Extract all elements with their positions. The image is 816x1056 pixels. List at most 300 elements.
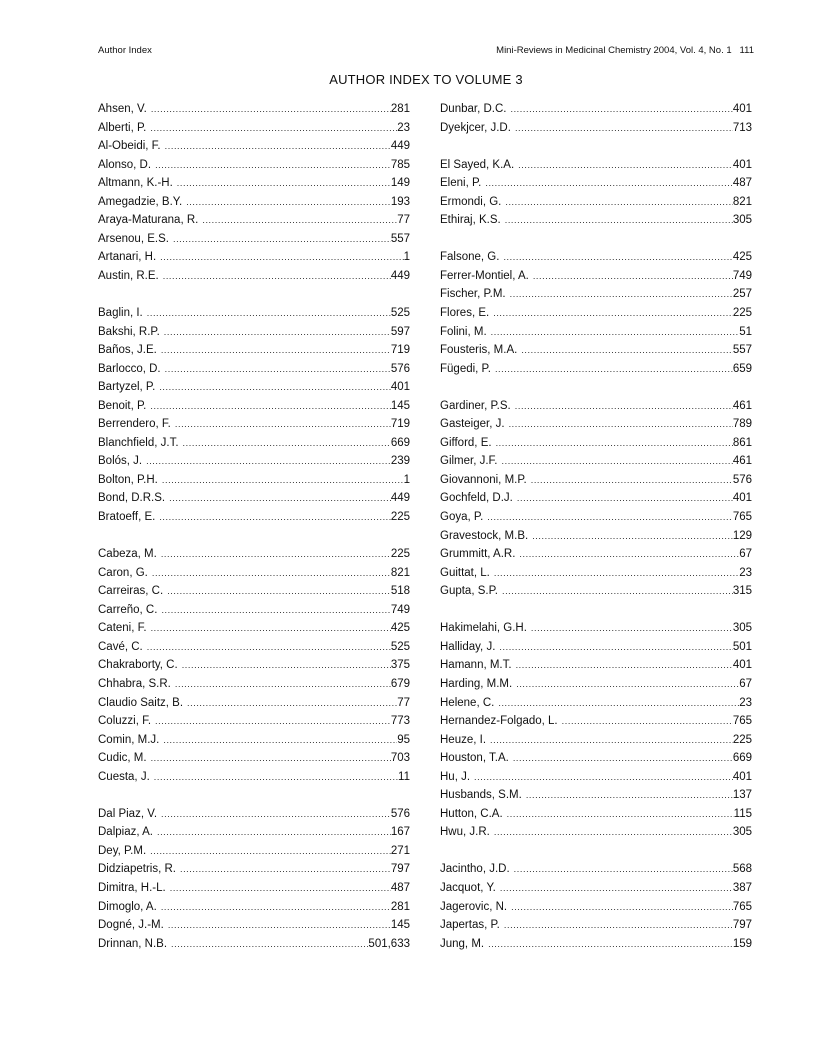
author-name: Dogné, J.-M. bbox=[98, 919, 164, 932]
index-entry bbox=[98, 694, 410, 713]
author-name: Baglin, I. bbox=[98, 307, 143, 320]
dot-leader bbox=[163, 267, 391, 286]
author-name: Carreño, C. bbox=[98, 603, 158, 616]
page-number: 225 bbox=[732, 307, 752, 320]
page-number: 461 bbox=[732, 399, 752, 412]
author-name: Claudio Saitz, B. bbox=[98, 696, 184, 709]
author-name: Gifford, E. bbox=[440, 436, 492, 449]
author-name: Hakimelahi, G.H. bbox=[440, 622, 527, 635]
author-name: Houston, T.A. bbox=[440, 752, 509, 765]
dot-leader bbox=[160, 248, 403, 267]
dot-leader bbox=[493, 304, 733, 323]
index-entry bbox=[98, 397, 410, 416]
index-entry bbox=[440, 786, 752, 805]
dot-leader bbox=[507, 805, 734, 824]
index-entry bbox=[440, 193, 752, 212]
page-number: 23 bbox=[739, 696, 752, 709]
index-entry bbox=[440, 619, 752, 638]
author-name: Flores, E. bbox=[440, 307, 490, 320]
author-name: Gilmer, J.F. bbox=[440, 455, 498, 468]
page-number: 525 bbox=[390, 640, 410, 653]
author-name: Dalpiaz, A. bbox=[98, 826, 153, 839]
dot-leader bbox=[147, 638, 391, 657]
dot-leader bbox=[490, 731, 733, 750]
author-name: Bakshi, R.P. bbox=[98, 325, 160, 338]
index-entry bbox=[98, 805, 410, 824]
page-number: 765 bbox=[732, 715, 752, 728]
index-entry bbox=[440, 415, 752, 434]
index-entry bbox=[98, 100, 410, 119]
index-entry bbox=[440, 527, 752, 546]
dot-leader bbox=[502, 582, 733, 601]
dot-leader bbox=[167, 582, 391, 601]
author-name: Husbands, S.M. bbox=[440, 789, 522, 802]
author-name: Cuesta, J. bbox=[98, 770, 150, 783]
author-name: Austin, R.E. bbox=[98, 269, 159, 282]
page-number: 77 bbox=[397, 696, 410, 709]
index-column-right bbox=[440, 100, 752, 953]
index-entry bbox=[440, 768, 752, 787]
dot-leader bbox=[150, 119, 397, 138]
index-entry bbox=[98, 248, 410, 267]
author-name: Bolós, J. bbox=[98, 455, 143, 468]
index-entry bbox=[440, 341, 752, 360]
index-entry bbox=[440, 285, 752, 304]
dot-leader bbox=[152, 564, 391, 583]
dot-leader bbox=[526, 786, 733, 805]
index-entry bbox=[440, 211, 752, 230]
page-number: 95 bbox=[397, 733, 410, 746]
group-spacer bbox=[440, 378, 752, 397]
index-entry bbox=[98, 749, 410, 768]
author-name: Bolton, P.H. bbox=[98, 473, 158, 486]
author-name: Blanchfield, J.T. bbox=[98, 436, 179, 449]
page-number: 789 bbox=[732, 418, 752, 431]
index-entry bbox=[440, 508, 752, 527]
author-name: Hu, J. bbox=[440, 770, 471, 783]
index-entry bbox=[440, 749, 752, 768]
page-number: 315 bbox=[732, 585, 752, 598]
dot-leader bbox=[155, 712, 391, 731]
author-name: Dimitra, H.-L. bbox=[98, 881, 166, 894]
dot-leader bbox=[494, 564, 739, 583]
page-number: 77 bbox=[397, 214, 410, 227]
author-name: Didziapetris, R. bbox=[98, 863, 176, 876]
author-name: Carreiras, C. bbox=[98, 585, 164, 598]
author-name: Heuze, I. bbox=[440, 733, 487, 746]
author-name: Gravestock, M.B. bbox=[440, 529, 529, 542]
index-entry bbox=[440, 656, 752, 675]
page-number: 719 bbox=[390, 344, 410, 357]
index-entry bbox=[440, 935, 752, 954]
dot-leader bbox=[159, 378, 390, 397]
dot-leader bbox=[503, 248, 732, 267]
index-entry bbox=[98, 156, 410, 175]
author-name: Cabeza, M. bbox=[98, 548, 157, 561]
dot-leader bbox=[186, 193, 391, 212]
index-entry bbox=[98, 768, 410, 787]
page-number: 159 bbox=[732, 937, 752, 950]
author-name: Bartyzel, P. bbox=[98, 381, 156, 394]
page-number: 281 bbox=[390, 103, 410, 115]
author-name: Fischer, P.M. bbox=[440, 288, 506, 301]
index-entry bbox=[440, 267, 752, 286]
index-entry bbox=[440, 582, 752, 601]
author-name: Alonso, D. bbox=[98, 158, 152, 171]
author-name: Berrendero, F. bbox=[98, 418, 171, 431]
index-entry bbox=[98, 823, 410, 842]
page-number: 861 bbox=[732, 436, 752, 449]
page-number: 719 bbox=[390, 418, 410, 431]
index-entry bbox=[98, 582, 410, 601]
page-number: 765 bbox=[732, 900, 752, 913]
index-entry bbox=[98, 656, 410, 675]
page-number: 576 bbox=[390, 807, 410, 820]
index-column-left bbox=[98, 100, 410, 953]
index-entry bbox=[98, 842, 410, 861]
dot-leader bbox=[151, 619, 391, 638]
author-name: Fügedi, P. bbox=[440, 362, 491, 375]
dot-leader bbox=[170, 879, 391, 898]
dot-leader bbox=[151, 749, 391, 768]
dot-leader bbox=[510, 100, 732, 119]
index-entry bbox=[440, 675, 752, 694]
dot-leader bbox=[531, 619, 733, 638]
page-number: 401 bbox=[732, 492, 752, 505]
index-entry bbox=[440, 304, 752, 323]
dot-leader bbox=[515, 397, 733, 416]
index-entry bbox=[98, 545, 410, 564]
page-number: 576 bbox=[390, 362, 410, 375]
dot-leader bbox=[518, 156, 733, 175]
dot-leader bbox=[505, 193, 732, 212]
dot-leader bbox=[183, 434, 391, 453]
dot-leader bbox=[175, 675, 391, 694]
index-entry bbox=[98, 230, 410, 249]
index-entry bbox=[440, 489, 752, 508]
page-number: 145 bbox=[390, 919, 410, 932]
author-name: Benoit, P. bbox=[98, 399, 147, 412]
author-name: Cudic, M. bbox=[98, 752, 147, 765]
author-name: Giovannoni, M.P. bbox=[440, 473, 527, 486]
index-entry bbox=[98, 860, 410, 879]
index-entry bbox=[98, 434, 410, 453]
index-entry bbox=[98, 489, 410, 508]
dot-leader bbox=[161, 898, 391, 917]
dot-leader bbox=[164, 323, 391, 342]
dot-leader bbox=[175, 415, 391, 434]
author-name: Halliday, J. bbox=[440, 640, 496, 653]
author-name: Eleni, P. bbox=[440, 177, 482, 190]
page-number: 461 bbox=[732, 455, 752, 468]
author-name: Ferrer-Montiel, A. bbox=[440, 269, 529, 282]
dot-leader bbox=[159, 508, 390, 527]
page-number: 703 bbox=[390, 752, 410, 765]
dot-leader bbox=[154, 768, 398, 787]
dot-leader bbox=[491, 323, 740, 342]
index-entry bbox=[98, 360, 410, 379]
page-number: 557 bbox=[390, 232, 410, 245]
page-number: 487 bbox=[732, 177, 752, 190]
dot-leader bbox=[496, 434, 733, 453]
author-name: Hutton, C.A. bbox=[440, 807, 503, 820]
index-entry bbox=[98, 341, 410, 360]
dot-leader bbox=[532, 527, 733, 546]
author-name: Grummitt, A.R. bbox=[440, 548, 516, 561]
author-name: Gasteiger, J. bbox=[440, 418, 505, 431]
page-number: 797 bbox=[732, 919, 752, 932]
index-entry bbox=[98, 378, 410, 397]
author-name: Gardiner, P.S. bbox=[440, 399, 511, 412]
index-entry bbox=[98, 508, 410, 527]
index-entry bbox=[440, 323, 752, 342]
author-name: Fousteris, M.A. bbox=[440, 344, 518, 357]
page-number: 821 bbox=[390, 566, 410, 579]
page-number: 669 bbox=[732, 752, 752, 765]
page-number: 115 bbox=[733, 807, 752, 820]
page-number: 713 bbox=[732, 121, 752, 134]
author-name: Folini, M. bbox=[440, 325, 487, 338]
page-number: 67 bbox=[739, 548, 752, 561]
author-name: Dey, P.M. bbox=[98, 844, 147, 857]
page-number: 239 bbox=[390, 455, 410, 468]
page-number: 765 bbox=[732, 511, 752, 524]
page-number: 401 bbox=[732, 770, 752, 783]
index-entry bbox=[440, 471, 752, 490]
index-entry bbox=[440, 564, 752, 583]
page-number: 67 bbox=[739, 677, 752, 690]
page-number: 401 bbox=[732, 158, 752, 171]
group-spacer bbox=[440, 230, 752, 249]
dot-leader bbox=[157, 823, 391, 842]
group-spacer bbox=[440, 842, 752, 861]
page-number: 749 bbox=[732, 269, 752, 282]
page-number: 225 bbox=[732, 733, 752, 746]
dot-leader bbox=[531, 471, 733, 490]
dot-leader bbox=[146, 452, 391, 471]
dot-leader bbox=[161, 545, 391, 564]
index-entry bbox=[440, 100, 752, 119]
author-name: Araya-Maturana, R. bbox=[98, 214, 199, 227]
page-number: 375 bbox=[390, 659, 410, 672]
dot-leader bbox=[502, 452, 733, 471]
dot-leader bbox=[499, 638, 732, 657]
dot-leader bbox=[498, 694, 739, 713]
dot-leader bbox=[177, 174, 391, 193]
author-name: Cateni, F. bbox=[98, 622, 147, 635]
page-number: 525 bbox=[390, 307, 410, 320]
dot-leader bbox=[202, 211, 397, 230]
author-name: Hwu, J.R. bbox=[440, 826, 490, 839]
author-name: Gupta, S.P. bbox=[440, 585, 498, 598]
author-name: Artanari, H. bbox=[98, 251, 157, 264]
dot-leader bbox=[165, 360, 391, 379]
dot-leader bbox=[161, 341, 391, 360]
index-entry bbox=[440, 694, 752, 713]
index-entry bbox=[98, 731, 410, 750]
dot-leader bbox=[510, 285, 733, 304]
dot-leader bbox=[533, 267, 733, 286]
index-entry bbox=[98, 452, 410, 471]
author-name: Al-Obeidi, F. bbox=[98, 140, 161, 153]
dot-leader bbox=[515, 119, 733, 138]
dot-leader bbox=[182, 656, 391, 675]
page-number: 401 bbox=[390, 381, 410, 394]
page-number: 669 bbox=[390, 436, 410, 449]
group-spacer bbox=[98, 527, 410, 546]
page-number: 305 bbox=[732, 826, 752, 839]
index-entry bbox=[440, 898, 752, 917]
index-entry bbox=[98, 916, 410, 935]
dot-leader bbox=[151, 100, 391, 119]
group-spacer bbox=[98, 285, 410, 304]
dot-leader bbox=[161, 601, 390, 620]
dot-leader bbox=[150, 397, 390, 416]
page-number: 487 bbox=[390, 881, 410, 894]
author-name: Drinnan, N.B. bbox=[98, 937, 168, 950]
author-name: Altmann, K.-H. bbox=[98, 177, 173, 190]
page-number: 659 bbox=[732, 362, 752, 375]
page-number: 785 bbox=[390, 158, 410, 171]
author-name: Bond, D.R.S. bbox=[98, 492, 166, 505]
index-entry bbox=[440, 823, 752, 842]
author-name: Caron, G. bbox=[98, 566, 148, 579]
page-number: 425 bbox=[390, 622, 410, 635]
index-entry bbox=[440, 397, 752, 416]
dot-leader bbox=[509, 415, 733, 434]
index-entry bbox=[440, 119, 752, 138]
index-entry bbox=[98, 471, 410, 490]
dot-leader bbox=[514, 860, 733, 879]
index-entry bbox=[98, 564, 410, 583]
index-entry bbox=[440, 712, 752, 731]
page-number: 557 bbox=[732, 344, 752, 357]
dot-leader bbox=[180, 860, 391, 879]
page-number: 23 bbox=[739, 566, 752, 579]
index-entry bbox=[440, 452, 752, 471]
index-entry bbox=[440, 360, 752, 379]
page-number: 11 bbox=[398, 770, 410, 783]
page-number: 501 bbox=[732, 640, 752, 653]
dot-leader bbox=[168, 916, 391, 935]
dot-leader bbox=[494, 823, 733, 842]
author-name: Hamann, M.T. bbox=[440, 659, 512, 672]
dot-leader bbox=[513, 749, 733, 768]
author-name: Guittat, L. bbox=[440, 566, 490, 579]
author-name: Japertas, P. bbox=[440, 919, 500, 932]
page-number: 773 bbox=[390, 715, 410, 728]
dot-leader bbox=[485, 174, 732, 193]
author-name: Ahsen, V. bbox=[98, 103, 147, 115]
index-entry bbox=[98, 601, 410, 620]
dot-leader bbox=[516, 675, 739, 694]
group-spacer bbox=[440, 137, 752, 156]
author-name: Jung, M. bbox=[440, 937, 485, 950]
page-number: 425 bbox=[732, 251, 752, 264]
author-name: Jacquot, Y. bbox=[440, 881, 496, 894]
dot-leader bbox=[521, 341, 732, 360]
page-number: 193 bbox=[390, 195, 410, 208]
index-entry bbox=[440, 434, 752, 453]
index-entry bbox=[98, 137, 410, 156]
dot-leader bbox=[163, 731, 397, 750]
index-entry bbox=[440, 916, 752, 935]
author-name: Cavé, C. bbox=[98, 640, 143, 653]
author-name: Bratoeff, E. bbox=[98, 511, 156, 524]
dot-leader bbox=[165, 137, 391, 156]
dot-leader bbox=[511, 898, 733, 917]
page-number: 576 bbox=[732, 473, 752, 486]
index-entry bbox=[98, 304, 410, 323]
dot-leader bbox=[519, 545, 739, 564]
index-entry bbox=[98, 638, 410, 657]
page-number: 129 bbox=[732, 529, 752, 542]
author-name: Gochfeld, D.J. bbox=[440, 492, 513, 505]
author-name: Barlocco, D. bbox=[98, 362, 161, 375]
page-number: 749 bbox=[390, 603, 410, 616]
dot-leader bbox=[169, 489, 391, 508]
author-name: Amegadzie, B.Y. bbox=[98, 195, 183, 208]
dot-leader bbox=[516, 656, 733, 675]
index-entry bbox=[440, 248, 752, 267]
index-entry bbox=[440, 731, 752, 750]
author-name: Chhabra, S.R. bbox=[98, 677, 171, 690]
page-number: 449 bbox=[390, 492, 410, 505]
index-entry bbox=[440, 805, 752, 824]
page-number: 679 bbox=[390, 677, 410, 690]
author-name: Jagerovic, N. bbox=[440, 900, 508, 913]
group-spacer bbox=[440, 601, 752, 620]
dot-leader bbox=[495, 360, 733, 379]
page-number: 449 bbox=[390, 140, 410, 153]
dot-leader bbox=[500, 879, 733, 898]
author-name: Harding, M.M. bbox=[440, 677, 513, 690]
author-name: Dyekjcer, J.D. bbox=[440, 121, 511, 134]
dot-leader bbox=[155, 156, 391, 175]
author-name: Arsenou, E.S. bbox=[98, 232, 169, 245]
index-entry bbox=[440, 156, 752, 175]
dot-leader bbox=[488, 935, 733, 954]
dot-leader bbox=[474, 768, 733, 787]
author-name: Hernandez-Folgado, L. bbox=[440, 715, 558, 728]
author-name: Comin, M.J. bbox=[98, 733, 160, 746]
author-name: Ermondi, G. bbox=[440, 195, 502, 208]
index-entry bbox=[98, 712, 410, 731]
dot-leader bbox=[161, 805, 391, 824]
author-name: Helene, C. bbox=[440, 696, 495, 709]
index-entry bbox=[98, 675, 410, 694]
page-number: 821 bbox=[732, 195, 752, 208]
index-entry bbox=[440, 545, 752, 564]
index-entry bbox=[98, 323, 410, 342]
page-number: 23 bbox=[397, 121, 410, 134]
page-number: 149 bbox=[390, 177, 410, 190]
dot-leader bbox=[187, 694, 397, 713]
author-name: Dimoglo, A. bbox=[98, 900, 157, 913]
index-entry bbox=[440, 174, 752, 193]
author-name: Falsone, G. bbox=[440, 251, 500, 264]
page-number: 401 bbox=[732, 659, 752, 672]
page-number: 257 bbox=[732, 288, 752, 301]
page-number: 271 bbox=[390, 844, 410, 857]
dot-leader bbox=[562, 712, 733, 731]
author-name: Jacintho, J.D. bbox=[440, 863, 510, 876]
author-name: Chakraborty, C. bbox=[98, 659, 178, 672]
dot-leader bbox=[487, 508, 733, 527]
dot-leader bbox=[517, 489, 733, 508]
page-number: 281 bbox=[390, 900, 410, 913]
index-entry bbox=[98, 174, 410, 193]
